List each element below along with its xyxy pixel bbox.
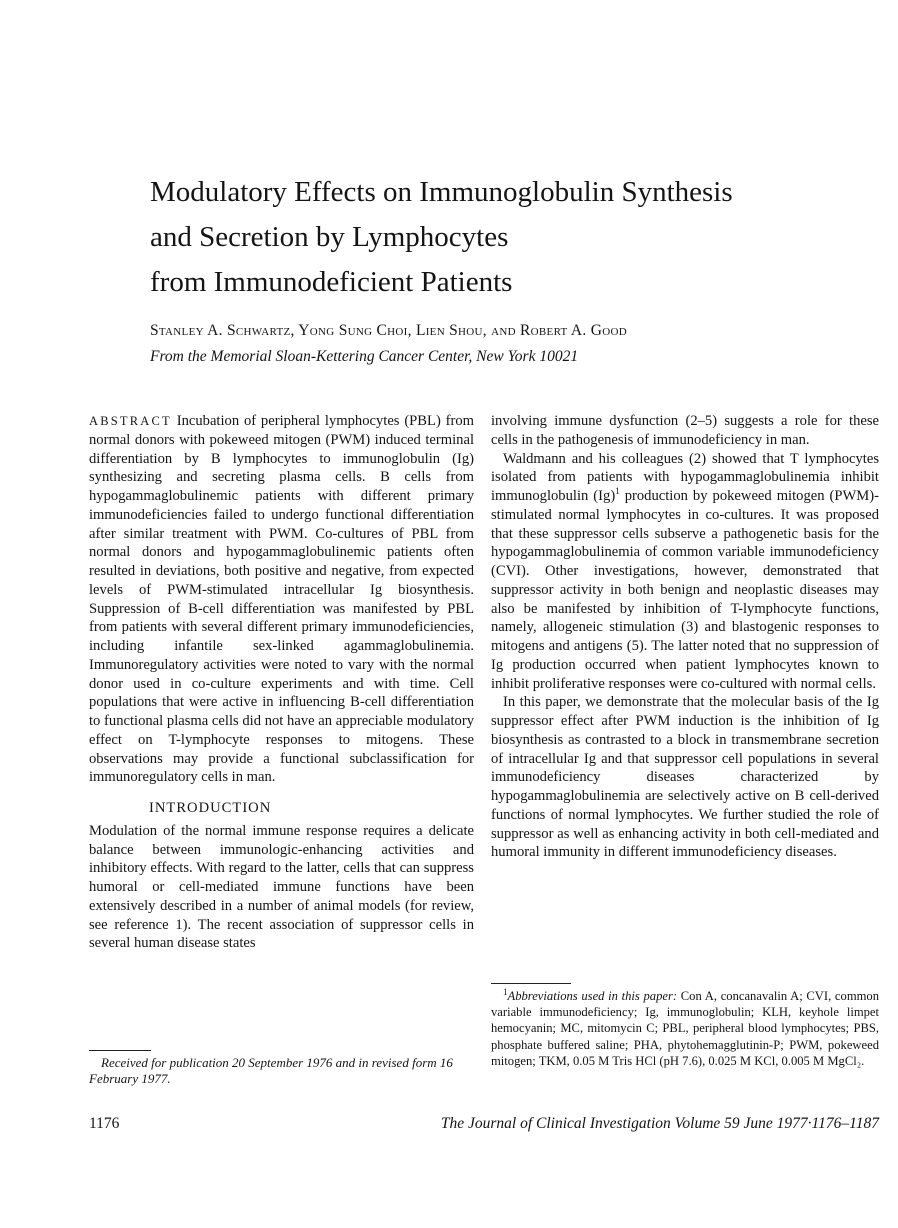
title-line-3: from Immunodeficient Patients: [150, 266, 513, 298]
footnote-mark: 1: [503, 986, 508, 997]
received-divider: [89, 1050, 151, 1051]
footnote-heading: Abbreviations used in this paper:: [507, 989, 678, 1003]
right-column: [491, 412, 879, 862]
paragraph-2-rest: production by pokeweed mitogen (PWM)-stimulated normal lymphocytes in co-cultures. It was proposed that these suppressor cells subserve a pathogenetic basis for the hypogammaglobulinemia of common variable immunodeficiency (CVI). Other investigations, however, demonstrated that suppressor activity in both benign and neoplastic diseases may also be manifested by inhibition of T-lymphocyte functions, namely, allogeneic stimulation (3) and blastogenic responses to mitogens and antigens (5). The latter noted that no suppression of Ig production occurred when patient lymphocytes known to inhibit proliferative responses were co-cultured with normal cells.: [491, 488, 879, 692]
introduction-continuation: involving immune dysfunction (2–5) suggests a role for these cells in the pathogenesis of immunodeficiency in man.: [491, 413, 879, 448]
paragraph-2-start: Waldmann and his colleagues (2) showed that T lymphocytes isolated from patients with hypogammaglobulinemia inhibit immunoglobulin (Ig): [491, 450, 879, 504]
introduction-paragraph-2: [491, 450, 879, 694]
introduction-paragraph-3: In this paper, we demonstrate that the molecular basis of the Ig suppressor effect after PWM induction is the inhibition of Ig biosynthesis as contrasted to a block in transmembrane secretion of intracellular Ig and that suppressor cell populations in several immunodeficiency diseases characterized by hypogammaglobulinemia are selectively active on B cell-derived functions of normal lymphocytes. We further studied the role of suppressor as well as enhancing activity in both cell-mediated and humoral immunity in different immunodeficiency diseases.: [491, 694, 879, 861]
title-line-2: and Secretion by Lymphocytes: [150, 221, 509, 253]
footnote-reference: 1: [615, 486, 620, 497]
introduction-heading: INTRODUCTION: [149, 800, 272, 816]
abstract: [89, 412, 474, 787]
footnote-text: Con A, concanavalin A; CVI, common variable immunodeficiency; Ig, immunoglobulin; KLH, keyhole limpet hemocyanin; MC, mitomycin C; PBL, peripheral blood lymphocytes; PBS, phosphate buffered saline; PHA, phytohemagglutinin-P; PWM, pokeweed mitogen; TKM, 0.05 M Tris HCl (pH 7.6), 0.025 M KCl, 0.005 M MgCl₂.: [491, 989, 879, 1068]
title-line-1: Modulatory Effects on Immunoglobulin Synthesis: [150, 176, 733, 208]
footnote: [491, 988, 879, 1069]
received-text: Received for publication 20 September 1976 and in revised form 16 February 1977.: [89, 1055, 453, 1087]
left-column: [89, 412, 474, 953]
page-number: 1176: [89, 1115, 120, 1132]
footnote-divider: [491, 983, 571, 984]
abstract-label: ABSTRACT: [89, 414, 172, 428]
affiliation: From the Memorial Sloan-Kettering Cancer Center, New York 10021: [150, 348, 579, 365]
journal-citation: The Journal of Clinical Investigation Volume 59 June 1977·1176–1187: [440, 1115, 879, 1132]
article-title: [150, 170, 850, 305]
introduction-paragraph-1: Modulation of the normal immune response requires a delicate balance between immunologic-enhancing activities and inhibitory effects. With regard to the latter, cells that can suppress humoral or cell-mediated immune functions have been extensively described in a number of animal models (for review, see reference 1). The recent association of suppressor cells in several human disease states: [89, 822, 474, 952]
received-note: [89, 1055, 474, 1088]
author-list: Stanley A. Schwartz, Yong Sung Choi, Lien Shou, and Robert A. Good: [150, 322, 627, 339]
abstract-text: Incubation of peripheral lymphocytes (PBL) from normal donors with pokeweed mitogen (PWM) induced terminal differentiation by B lymphocytes to immunoglobulin (Ig) synthesizing and secreting plasma cells. B cells from hypogammaglobulinemic patients with different primary immunodeficiencies failed to undergo functional differentiation after similar treatment with PWM. Co-cultures of PBL from normal donors and hypogammaglobulinemic patients often resulted in deviations, both positive and negative, from expected levels of PWM-stimulated intracellular Ig biosynthesis. Suppression of B-cell differentiation was manifested by PBL from patients with several different primary immunodeficiencies, including infantile sex-linked agammaglobulinemia. Immunoregulatory activities were noted to vary with the normal donor used in co-culture experiments and with time. Cell populations that were active in influencing B-cell differentiation to functional plasma cells did not have an appreciable modulatory effect on T-lymphocyte responses to mitogens. These observations may provide a functional subclassification for immunoregulatory cells in man.: [89, 413, 474, 786]
